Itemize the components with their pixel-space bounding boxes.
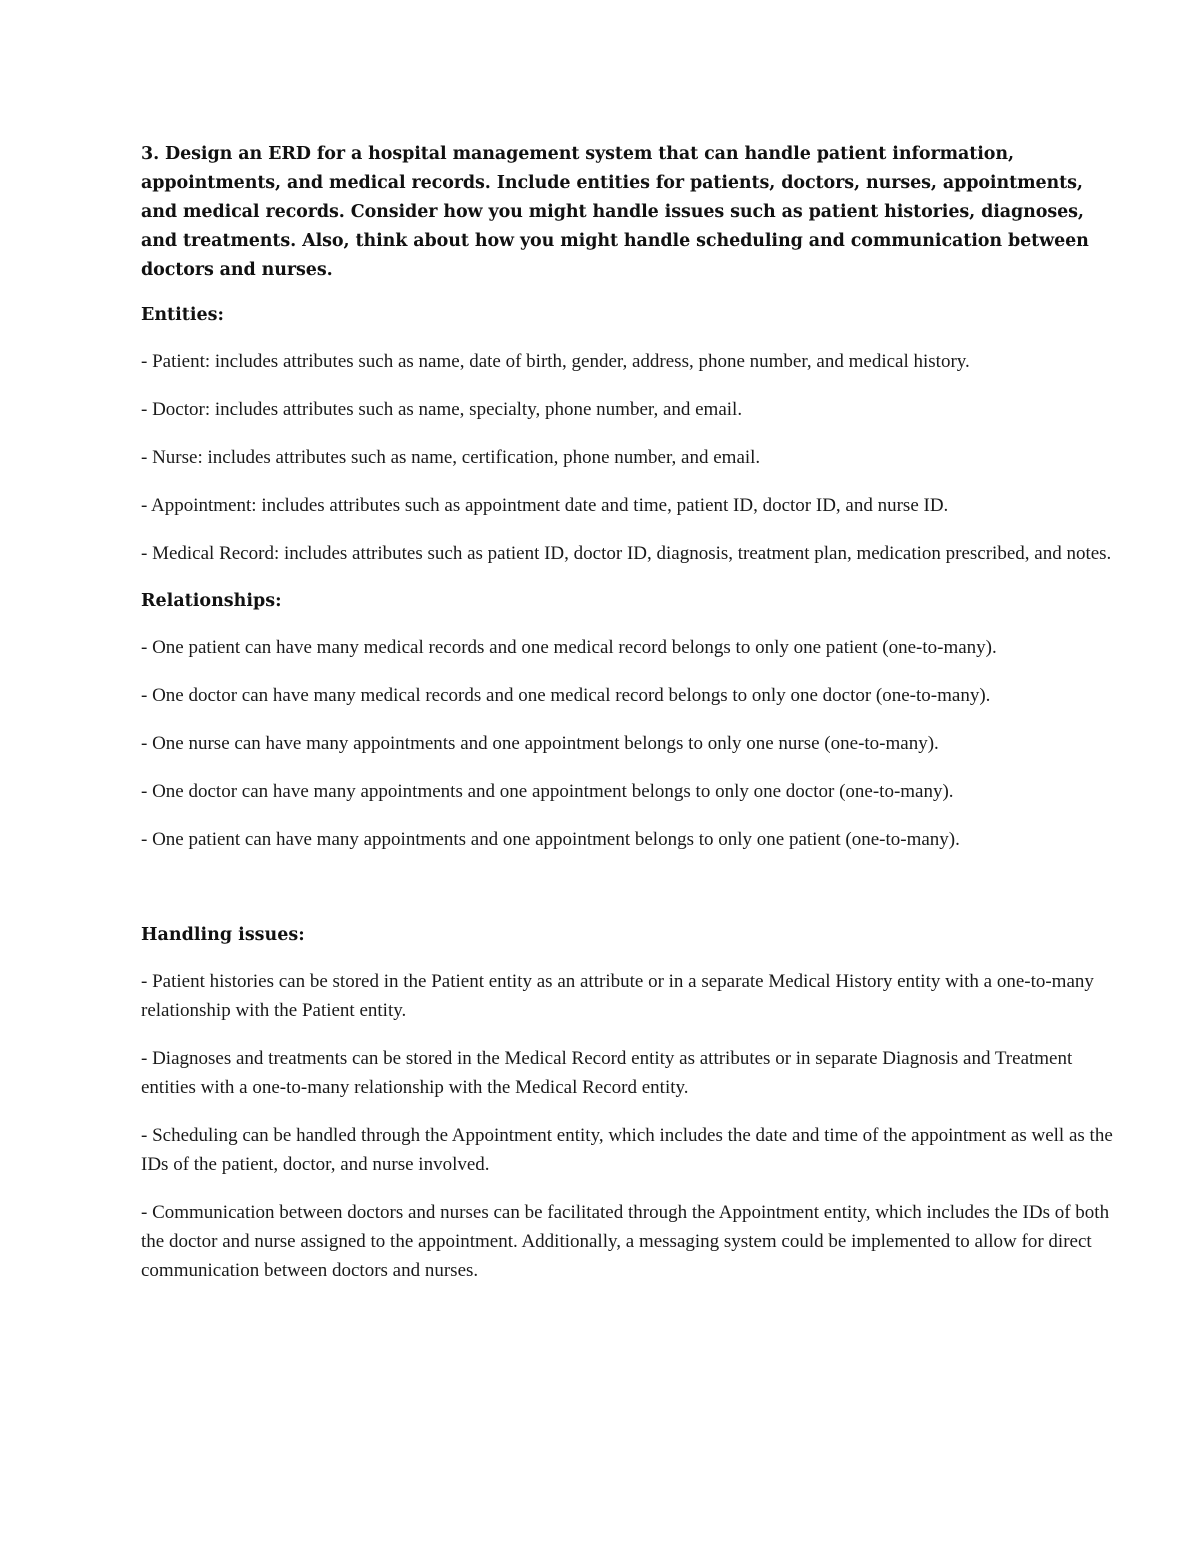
entity-appointment: - Appointment: includes attributes such as appointment date and time, patient ID, doctor ID, and nurse ID. bbox=[141, 495, 949, 516]
entity-patient: - Patient: includes attributes such as name, date of birth, gender, address, phone number, and medical history. bbox=[141, 351, 970, 372]
relationship-doctor-appointments: - One doctor can have many appointments and one appointment belongs to only one doctor (one-to-many). bbox=[141, 781, 954, 802]
relationship-doctor-records: - One doctor can have many medical records and one medical record belongs to only one doctor (one-to-many). bbox=[141, 685, 991, 706]
relationships-heading: Relationships: bbox=[141, 591, 282, 611]
entity-nurse: - Nurse: includes attributes such as name, certification, phone number, and email. bbox=[141, 447, 761, 468]
issue-patient-histories: - Patient histories can be stored in the Patient entity as an attribute or in a separate Medical History entity with a one-to-many relationship with the Patient entity. bbox=[141, 971, 1094, 1021]
entities-heading: Entities: bbox=[141, 305, 224, 325]
section-spacer bbox=[141, 873, 1116, 921]
issue-communication: - Communication between doctors and nurses can be facilitated through the Appointment entity, which includes the IDs of both the doctor and nurse assigned to the appointment. Additionally, a messaging system could be implemented to allow for direct communication between doctors and nurses. bbox=[141, 1202, 1110, 1281]
document-page bbox=[141, 140, 1116, 1304]
issue-scheduling: - Scheduling can be handled through the Appointment entity, which includes the date and time of the appointment as well as the IDs of the patient, doctor, and nurse involved. bbox=[141, 1125, 1113, 1175]
question-text: 3. Design an ERD for a hospital management system that can handle patient information, appointments, and medical records. Include entities for patients, doctors, nurses, appointments, and medical records. Consider how you might handle issues such as patient histories, diagnoses, and treatments. Also, think about how you might handle scheduling and communication between doctors and nurses. bbox=[141, 144, 1089, 280]
entity-medical-record: - Medical Record: includes attributes such as patient ID, doctor ID, diagnosis, treatment plan, medication prescribed, and notes. bbox=[141, 543, 1112, 564]
relationship-patient-appointments: - One patient can have many appointments and one appointment belongs to only one patient (one-to-many). bbox=[141, 829, 960, 850]
entity-doctor: - Doctor: includes attributes such as name, specialty, phone number, and email. bbox=[141, 399, 743, 420]
issue-diagnoses-treatments: - Diagnoses and treatments can be stored in the Medical Record entity as attributes or in separate Diagnosis and Treatment entities with a one-to-many relationship with the Medical Record entity. bbox=[141, 1048, 1073, 1098]
relationship-nurse-appointments: - One nurse can have many appointments and one appointment belongs to only one nurse (one-to-many). bbox=[141, 733, 939, 754]
handling-issues-heading: Handling issues: bbox=[141, 925, 305, 945]
relationship-patient-records: - One patient can have many medical records and one medical record belongs to only one patient (one-to-many). bbox=[141, 637, 997, 658]
